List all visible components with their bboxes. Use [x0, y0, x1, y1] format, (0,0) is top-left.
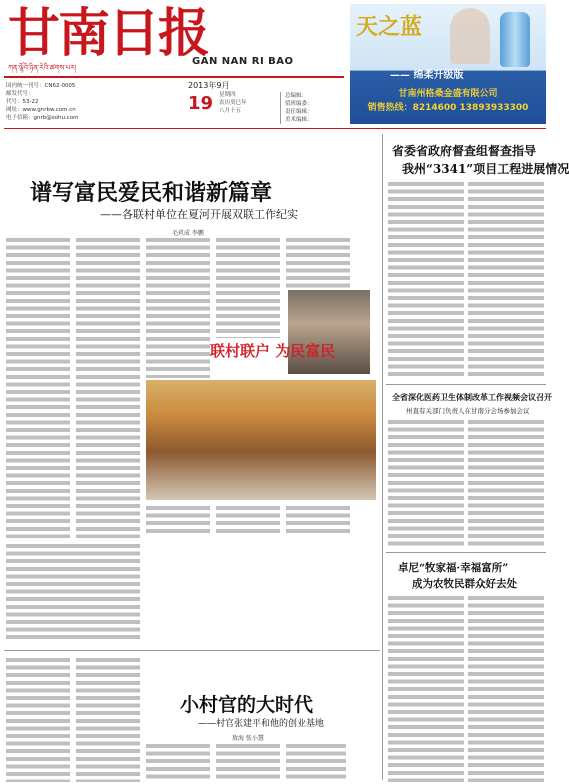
body-text-column [76, 238, 140, 538]
tibetan-title: ཀན་ལྷོའི་ཉིན་རེའི་ཚགས་པར། [8, 64, 77, 72]
ad-brand: 天之蓝 [356, 14, 423, 40]
article-photo [146, 380, 376, 500]
roman-title: GAN NAN RI BAO [192, 56, 294, 67]
newspaper-logo: 甘南日报 [8, 3, 209, 64]
advertisement[interactable] [350, 4, 546, 124]
photo-caption [286, 506, 350, 536]
section-divider [386, 384, 546, 385]
body-text-column [286, 744, 346, 782]
credit-line: 责任编辑： [285, 109, 313, 115]
right-headline-2: 全省深化医药卫生体制改革工作视频会议召开 [392, 392, 552, 402]
credit-line: 总编辑： [285, 93, 308, 99]
slogan-banner: 联村联户 为民富民 [210, 342, 336, 360]
section-divider [386, 552, 546, 553]
body-text-column [388, 420, 464, 546]
bottom-headline: 小村官的大时代 [180, 694, 314, 716]
right-headline-3: 卓尼“牧家福·幸福富所” [398, 562, 509, 574]
year-month: 2013年9月 [188, 81, 230, 90]
main-byline: 毛玖成 李鹏 [172, 230, 204, 237]
body-text-column [6, 544, 140, 640]
photo-caption [146, 506, 210, 536]
body-text-column [286, 238, 350, 288]
body-text-column [216, 744, 280, 782]
bottom-byline: 敖海 张小慧 [232, 735, 264, 742]
main-headline: 谱写富民爱民和谐新篇章 [30, 180, 273, 206]
main-subheadline: ——各联村单位在夏河开展双联工作纪实 [100, 208, 298, 221]
ad-model-image [450, 8, 490, 64]
body-text-column [146, 744, 210, 782]
bottom-subheadline: ——村官张建平和他的创业基地 [198, 719, 325, 729]
photo-caption [216, 506, 280, 536]
publication-info [6, 82, 116, 122]
credit-line: 值班编委： [285, 101, 313, 107]
credit-line: 美术编辑： [285, 117, 313, 123]
info-line: 网址：www.gnrbw.com.cn [6, 107, 76, 113]
right-headline-3b: 成为农牧民群众好去处 [412, 578, 517, 590]
lunar-year: 农历癸巳年 [219, 100, 247, 106]
body-text-column [468, 596, 544, 782]
editor-credits [280, 92, 357, 124]
header-rule [4, 128, 546, 129]
ad-company: 甘南州格桑金盛有限公司 [398, 89, 498, 99]
column-divider [382, 134, 383, 780]
date-block [188, 80, 278, 115]
body-text-column [6, 238, 70, 538]
ad-slogan: —— 绵柔升级版 [390, 70, 464, 81]
section-divider [4, 650, 380, 651]
right-headline-1: 省委省政府督查组督查指导 [392, 144, 537, 158]
article-photo [288, 290, 370, 374]
right-headline-1b: 我州“3341”项目工程进展情况 [402, 162, 569, 176]
body-text-column [468, 420, 544, 546]
body-text-column [76, 658, 140, 782]
body-text-column [468, 182, 544, 378]
body-text-column [388, 182, 464, 378]
info-line: 邮发代号： [6, 91, 34, 97]
weekday: 星期四 [219, 92, 236, 98]
body-text-column [216, 238, 280, 338]
lunar-date: 八月十五 [219, 108, 242, 114]
right-subheadline-2: 州直有关部门负责人在甘南分会场参加会议 [406, 407, 530, 415]
day-number: 19 [188, 92, 214, 114]
body-text-column [6, 658, 70, 782]
masthead-rule [4, 76, 344, 78]
ad-phone: 销售热线：8214600 13893933300 [367, 103, 529, 113]
info-line: 国内统一刊号：CN62-0005 [6, 83, 76, 89]
info-line: 代号：53-22 [6, 99, 39, 105]
body-text-column [146, 238, 210, 378]
info-line: 电子信箱：gnrb@sohu.com [6, 115, 79, 121]
body-text-column [388, 596, 464, 782]
ad-bottle-image [500, 12, 530, 67]
